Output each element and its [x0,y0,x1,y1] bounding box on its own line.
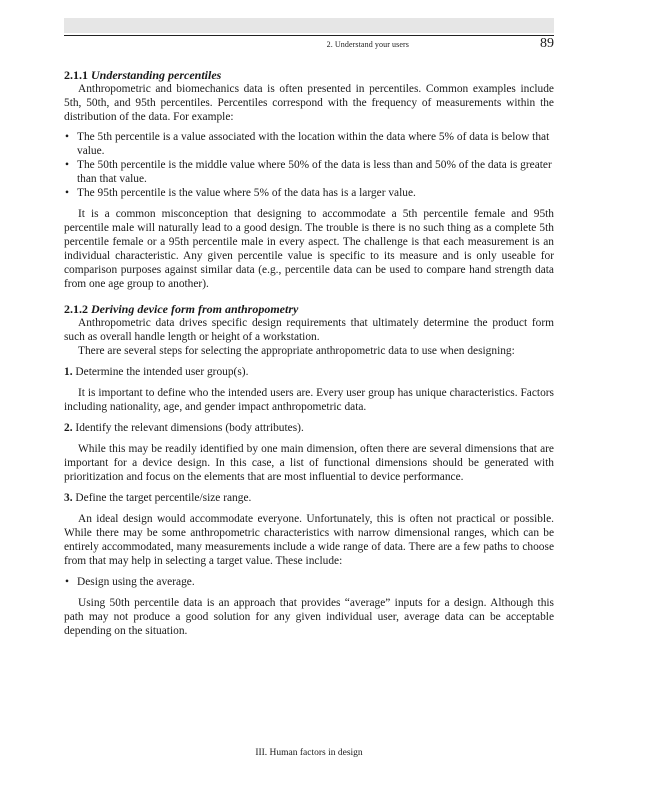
page-body [64,68,554,638]
step-1 [64,365,554,379]
step-number: 3. [64,492,73,504]
section-number: 2.1.1 [64,68,88,82]
running-head: 2. Understand your users [326,40,409,49]
section-number: 2.1.2 [64,302,88,316]
section-title: Understanding percentiles [91,68,222,82]
step-3 [64,491,554,505]
paragraph-misconception: It is a common misconception that designing to accommodate a 5th percentile female and 95th percentile male will naturally lead to a good design. The trouble is there is no such thing as a complete 5th percentile female or a 95th percentile male in every aspect. The challenge is that each measurement is an individual characteristic. Any given percentile value is specific to its measure and is only useable for comparison purposes against similar data (e.g., percentile data can be used to compare hand strength data from one age group to another). [64,208,554,290]
paragraph-step-3: An ideal design would accommodate everyone. Unfortunately, this is often not practical or possible. While there may be some anthropometric characteristics with narrow dimensional ranges, which can be entirely accommodated, many measurements include a wide range of data. There are a few paths to choose from that may help in selecting a target value. These include: [64,513,554,567]
header-rule [64,35,554,36]
step-2 [64,421,554,435]
list-item: • The 95th percentile is the value where 5% of the data has is a larger value. [64,186,554,200]
paragraph-average: Using 50th percentile data is an approach that provides “average” inputs for a design. Although this path may not produce a good solution for any given individual user, average data can be acceptable depending on the situation. [64,597,554,637]
step-number: 1. [64,366,73,378]
section-heading-2-1-2 [64,302,554,316]
section-heading-2-1-1 [64,68,554,82]
page-number: 89 [540,36,554,51]
list-item: • The 5th percentile is a value associated with the location within the data where 5% of data is below that value. [64,130,554,158]
paragraph-steps-intro: There are several steps for selecting the appropriate anthropometric data to use when designing: [78,345,515,357]
paragraph-design-requirements: Anthropometric data drives specific design requirements that ultimately determine the product form such as overall handle length or height of a workstation. [64,317,554,343]
list-item: • Design using the average. [64,575,554,589]
percentile-list [64,130,554,200]
step-text: Define the target percentile/size range. [75,492,252,504]
list-item: • The 50th percentile is the middle value where 50% of the data is less than and 50% of the data is greater than that value. [64,158,554,186]
footer-part-title: III. Human factors in design [255,748,363,758]
paragraph-step-2: While this may be readily identified by one main dimension, often there are several dimensions that are important for a device design. In this case, a list of functional dimensions should be generated with prioritization and focus on the elements that are most influential to device performance. [64,443,554,483]
step-text: Identify the relevant dimensions (body attributes). [75,422,304,434]
header-band [64,18,554,33]
section-title: Deriving device form from anthropometry [91,302,299,316]
paragraph-intro: Anthropometric and biomechanics data is often presented in percentiles. Common examples include 5th, 50th, and 95th percentiles. Percentiles correspond with the frequency of measurements within the distribution of the data. For example: [64,83,554,123]
paragraph-step-1: It is important to define who the intended users are. Every user group has unique characteristics. Factors including nationality, age, and gender impact anthropometric data. [64,387,554,413]
step-text: Determine the intended user group(s). [75,366,249,378]
step-number: 2. [64,422,73,434]
